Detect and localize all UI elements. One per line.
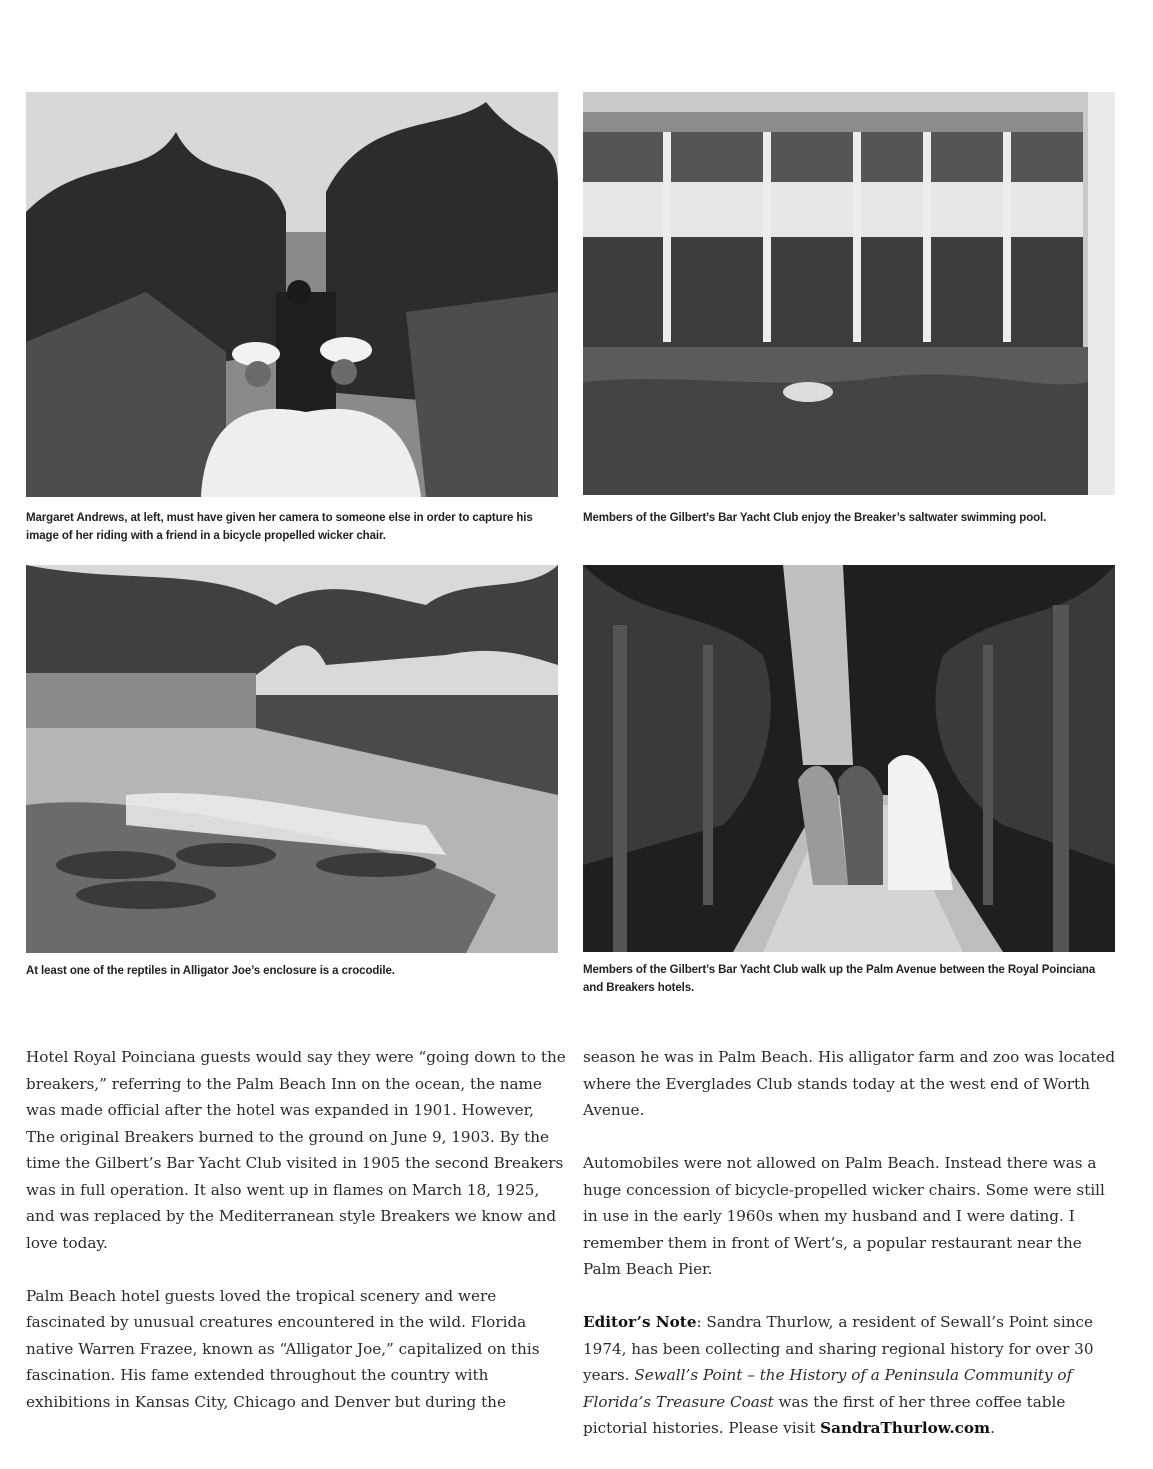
article-paragraph: Palm Beach hotel guests loved the tropical scenery and were fascinated by unusual creatures encountered in the wild. Florida native Warren Frazee, known as “Alligator Joe,” capitalized on this fascination. His fame extended throughout the country with exhibitions in Kansas City, Chicago and Denver but during the <box>26 1286 540 1411</box>
photo-palm-avenue <box>583 565 1115 952</box>
photo-palm-avenue-caption: Members of the Gilbert’s Bar Yacht Club walk up the Palm Avenue between the Royal Poinciana and Breakers hotels. <box>583 964 1096 994</box>
website-link[interactable]: SandraThurlow.com <box>820 1419 991 1437</box>
editors-note <box>583 1309 1123 1442</box>
photo-wicker-chair-caption: Margaret Andrews, at left, must have given her camera to someone else in order to capture his image of her riding with a friend in a bicycle propelled wicker chair. <box>26 512 533 542</box>
article-left-column <box>26 1044 566 1442</box>
book-title: Sewall’s Point – the History of a Peninsula Community of Florida’s Treasure Coast <box>583 1366 1073 1411</box>
photo-swimming-pool-caption: Members of the Gilbert’s Bar Yacht Club enjoy the Breaker’s saltwater swimming pool. <box>583 512 1047 524</box>
article-right-column <box>583 1044 1123 1468</box>
photo-wicker-chair <box>26 92 558 497</box>
photo-swimming-pool <box>583 92 1115 495</box>
editors-note-label: Editor’s Note <box>583 1313 697 1331</box>
article-paragraph: season he was in Palm Beach. His alligator farm and zoo was located where the Everglades Club stands today at the west end of Worth Avenue. <box>583 1048 1116 1119</box>
editors-note-text-2: was the first of her three coffee table pictorial histories. Please visit <box>583 1392 1066 1437</box>
photo-alligator-enclosure-caption: At least one of the reptiles in Alligator Joe’s enclosure is a crocodile. <box>26 965 395 977</box>
editors-note-end: . <box>990 1419 995 1437</box>
article-paragraph: Automobiles were not allowed on Palm Beach. Instead there was a huge concession of bicycle-propelled wicker chairs. Some were still in use in the early 1960s when my husband and I were dating. I remember them in front of Wert’s, a popular restaurant near the Palm Beach Pier. <box>583 1154 1105 1278</box>
photo-alligator-enclosure <box>26 565 558 953</box>
editors-note-text: : Sandra Thurlow, a resident of Sewall’s Point since 1974, has been collecting and sharing regional history for over 30 years. <box>583 1313 1094 1384</box>
article-paragraph: Hotel Royal Poinciana guests would say they were “going down to the breakers,” referring to the Palm Beach Inn on the ocean, the name was made official after the hotel was expanded in 1901. However, The original Breakers burned to the ground on June 9, 1903. By the time the Gilbert’s Bar Yacht Club visited in 1905 the second Breakers was in full operation. It also went up in flames on March 18, 1925, and was replaced by the Mediterranean style Breakers we know and love today. <box>26 1048 566 1252</box>
